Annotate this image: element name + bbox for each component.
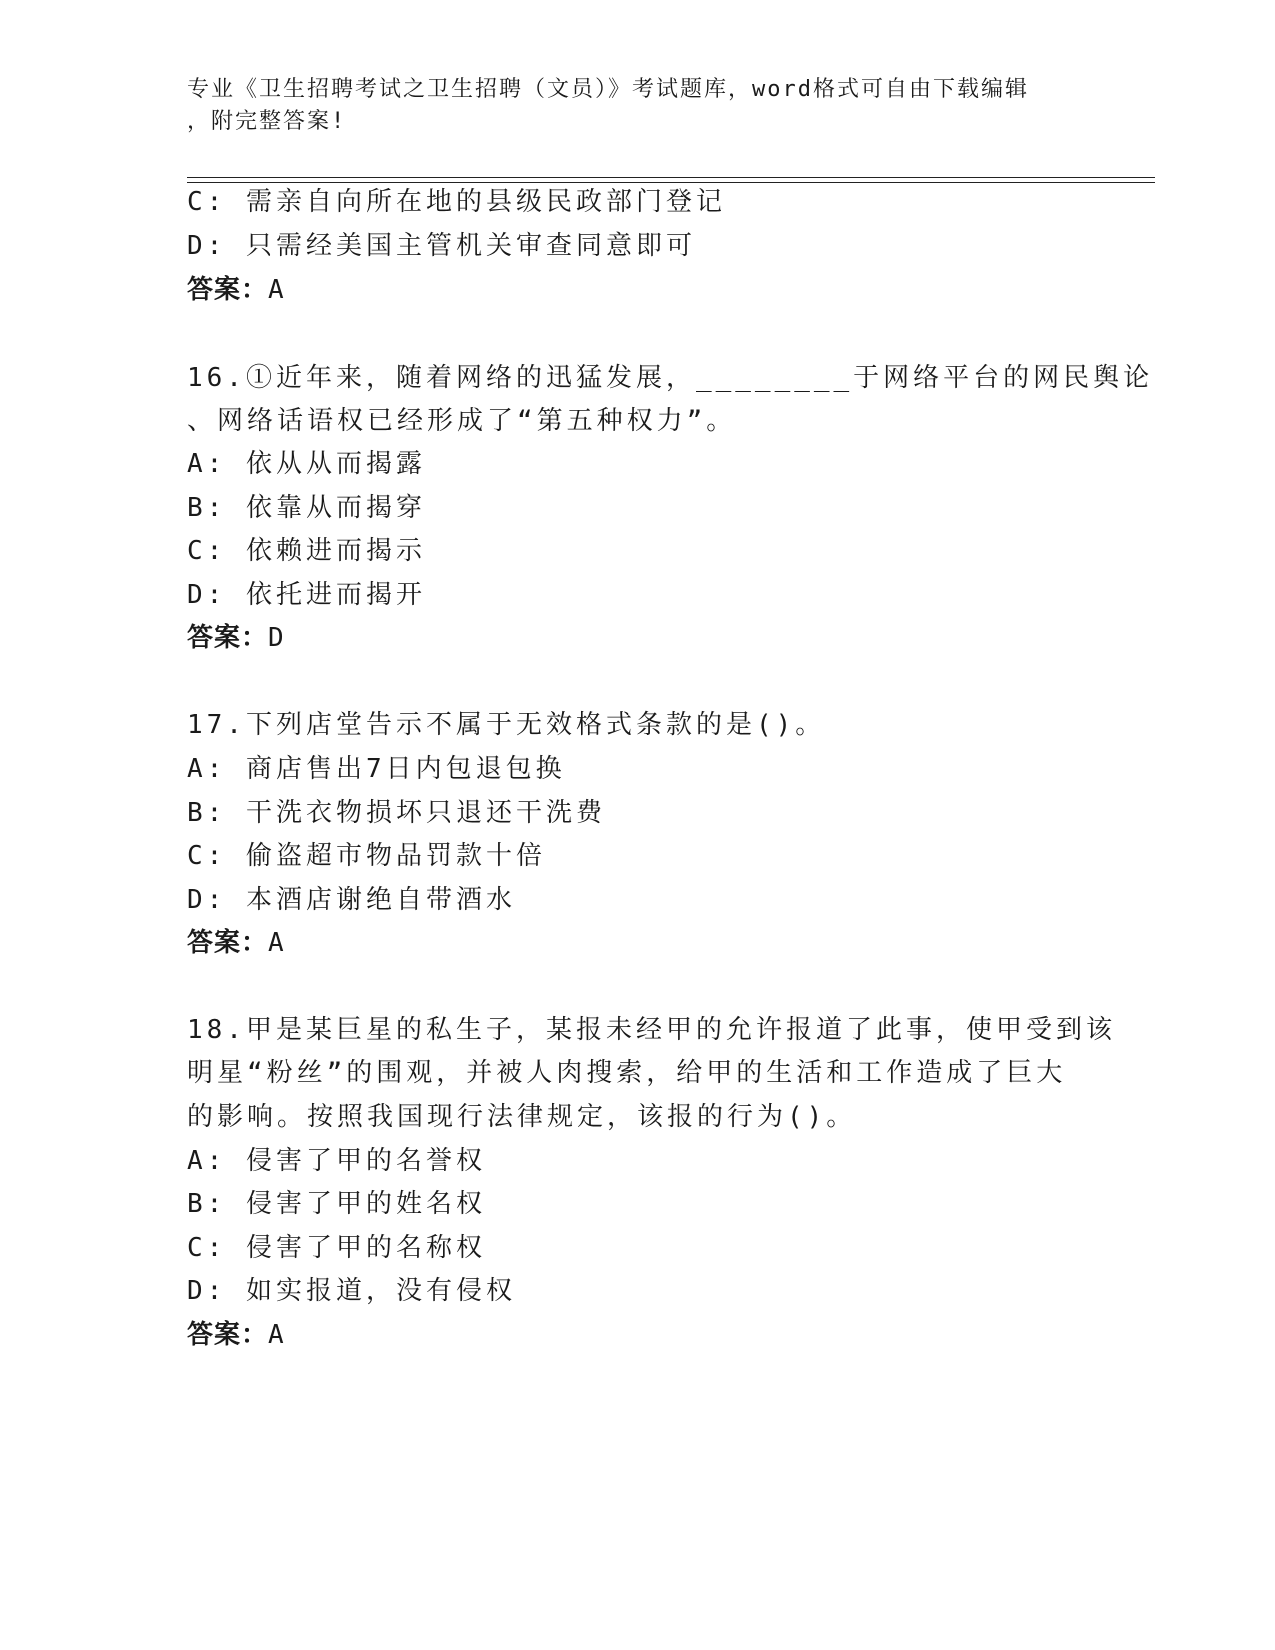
header-line-2: ，附完整答案! [187,109,347,134]
q18-stem-line-1: 18.甲是某巨星的私生子，某报未经甲的允许报道了此事，使甲受到该 [187,1015,1116,1045]
q17-option-a: A: 商店售出7日内包退包换 [187,754,566,784]
answer-value: A [268,275,285,305]
document-header [187,74,1087,138]
answer-value: D [268,623,285,653]
q16-option-c: C: 依赖进而揭示 [187,536,426,566]
header-divider-bottom [187,182,1155,183]
q18-option-c: C: 侵害了甲的名称权 [187,1233,486,1263]
q18-option-a: A: 侵害了甲的名誉权 [187,1146,486,1176]
q18-answer [187,1319,285,1351]
q18-stem-line-2: 明星“粉丝”的围观，并被人肉搜索，给甲的生活和工作造成了巨大 [187,1058,1067,1088]
q16-stem-line-2: 、网络话语权已经形成了“第五种权力”。 [187,406,737,436]
q16-option-a: A: 依从从而揭露 [187,449,426,479]
answer-value: A [268,928,285,958]
q18-option-d: D: 如实报道，没有侵权 [187,1276,516,1306]
q18-option-b: B: 侵害了甲的姓名权 [187,1189,486,1219]
q15-answer [187,274,285,306]
q15-option-c: C: 需亲自向所在地的县级民政部门登记 [187,187,726,217]
q16-stem-line-1: 16.①近年来，随着网络的迅猛发展，________于网络平台的网民舆论 [187,363,1154,393]
header-divider-top [187,177,1155,178]
answer-label: 答案： [187,928,269,958]
q17-option-b: B: 干洗衣物损坏只退还干洗费 [187,798,606,828]
q16-option-d: D: 依托进而揭开 [187,580,426,610]
answer-label: 答案： [187,623,269,653]
answer-value: A [268,1320,285,1350]
q17-answer [187,927,285,959]
q17-option-c: C: 偷盗超市物品罚款十倍 [187,841,546,871]
q16-option-b: B: 依靠从而揭穿 [187,493,426,523]
answer-label: 答案： [187,1320,269,1350]
answer-label: 答案： [187,275,269,305]
q17-stem-line-1: 17.下列店堂告示不属于无效格式条款的是()。 [187,710,826,740]
q15-option-d: D: 只需经美国主管机关审查同意即可 [187,231,696,261]
q18-stem-line-3: 的影响。按照我国现行法律规定，该报的行为()。 [187,1102,857,1132]
q17-option-d: D: 本酒店谢绝自带酒水 [187,885,516,915]
header-line-1: 专业《卫生招聘考试之卫生招聘（文员）》考试题库，word格式可自由下载编辑 [187,77,1029,102]
q16-answer [187,622,285,654]
